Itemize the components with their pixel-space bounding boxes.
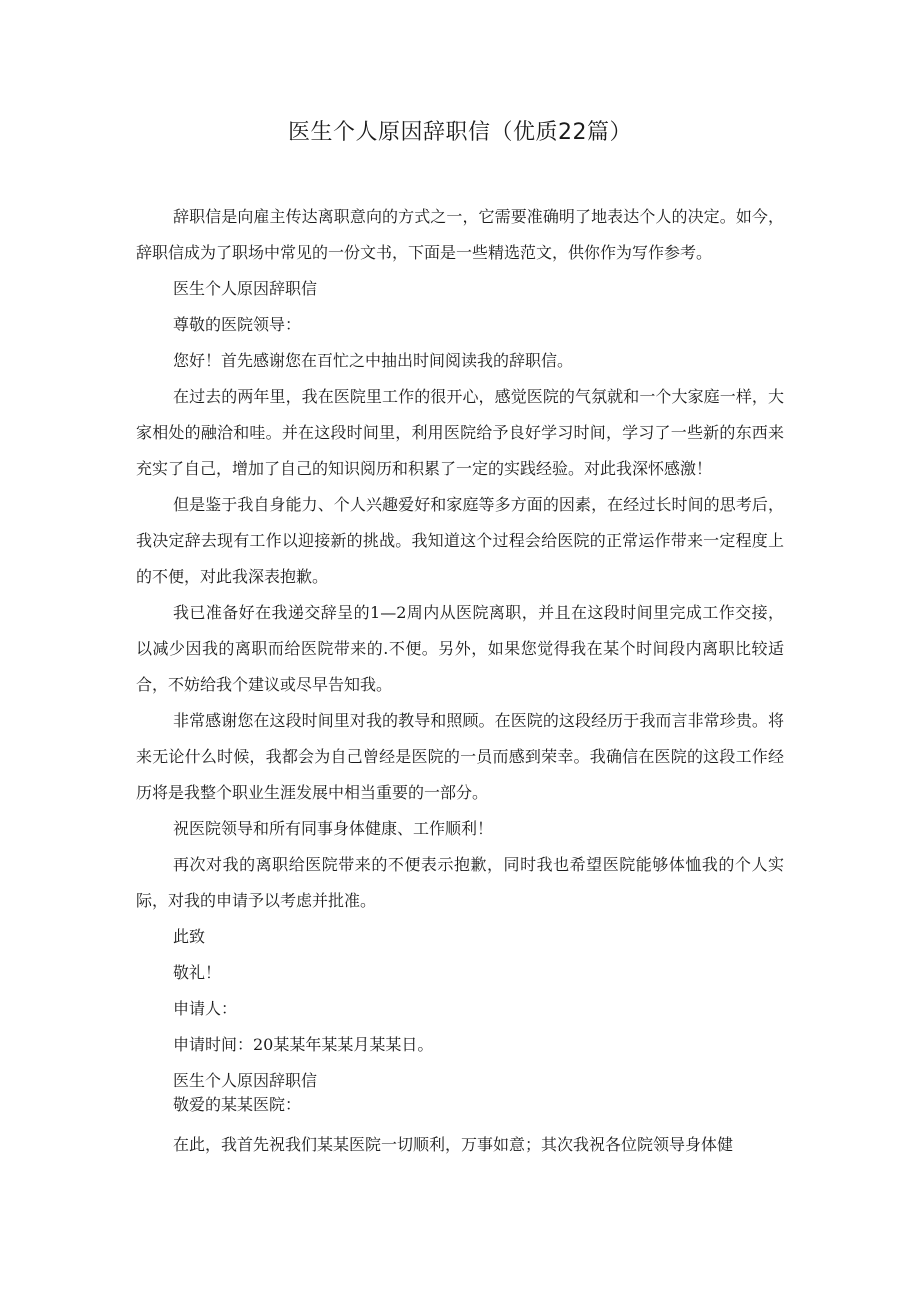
letter-applicant: 申请人： bbox=[173, 999, 238, 1018]
letter-paragraph: 再次对我的离职给医院带来的不便表示抱歉，同时我也希望医院能够体恤我的个人实际，对我的申请予以考虑并批准。 bbox=[136, 855, 784, 910]
letter-paragraph: 非常感谢您在这段时间里对我的教导和照顾。在医院的这段经历于我而言非常珍贵。将来无论什么时候，我都会为自己曾经是医院的一员而感到荣幸。我确信在医院的这段工作经历将是我整个职业生涯发展中相当重要的一部分。 bbox=[136, 711, 784, 802]
letter-paragraph: 但是鉴于我自身能力、个人兴趣爱好和家庭等多方面的因素，在经过长时间的思考后，我决定辞去现有工作以迎接新的挑战。我知道这个过程会给医院的正常运作带来一定程度上的不便，对此我深表抱歉。 bbox=[136, 495, 784, 586]
letter-closing: 此致 bbox=[173, 927, 206, 946]
letter-heading: 医生个人原因辞职信 bbox=[173, 279, 318, 298]
intro-paragraph: 辞职信是向雇主传达离职意向的方式之一，它需要准确明了地表达个人的决定。如今，辞职信成为了职场中常见的一份文书，下面是一些精选范文，供你作为写作参考。 bbox=[136, 207, 784, 262]
letter-salutation: 敬爱的某某医院： bbox=[173, 1095, 302, 1114]
document-body bbox=[136, 199, 784, 1163]
letter-salutation: 尊敬的医院领导： bbox=[173, 315, 302, 334]
letter-paragraph: 我已准备好在我递交辞呈的1—2周内从医院离职，并且在这段时间里完成工作交接，以减少因我的离职而给医院带来的.不便。另外，如果您觉得我在某个时间段内离职比较适合，不妨给我个建议或尽早告知我。 bbox=[136, 603, 784, 694]
letter-paragraph: 在过去的两年里，我在医院里工作的很开心，感觉医院的气氛就和一个大家庭一样，大家相处的融洽和哇。并在这段时间里，利用医院给予良好学习时间，学习了一些新的东西来充实了自己，增加了自己的知识阅历和积累了一定的实践经验。对此我深怀感激！ bbox=[136, 387, 784, 478]
letter-paragraph: 在此，我首先祝我们某某医院一切顺利，万事如意；其次我祝各位院领导身体健 bbox=[173, 1135, 734, 1154]
letter-heading: 医生个人原因辞职信 bbox=[173, 1071, 318, 1090]
document-title: 医生个人原因辞职信（优质22篇） bbox=[288, 120, 632, 145]
letter-regards: 敬礼！ bbox=[173, 963, 222, 982]
letter-date: 申请时间：20某某年某某月某某日。 bbox=[173, 1035, 434, 1054]
letter-wishes: 祝医院领导和所有同事身体健康、工作顺利！ bbox=[173, 819, 494, 838]
letter-greeting: 您好！首先感谢您在百忙之中抽出时间阅读我的辞职信。 bbox=[173, 351, 574, 370]
